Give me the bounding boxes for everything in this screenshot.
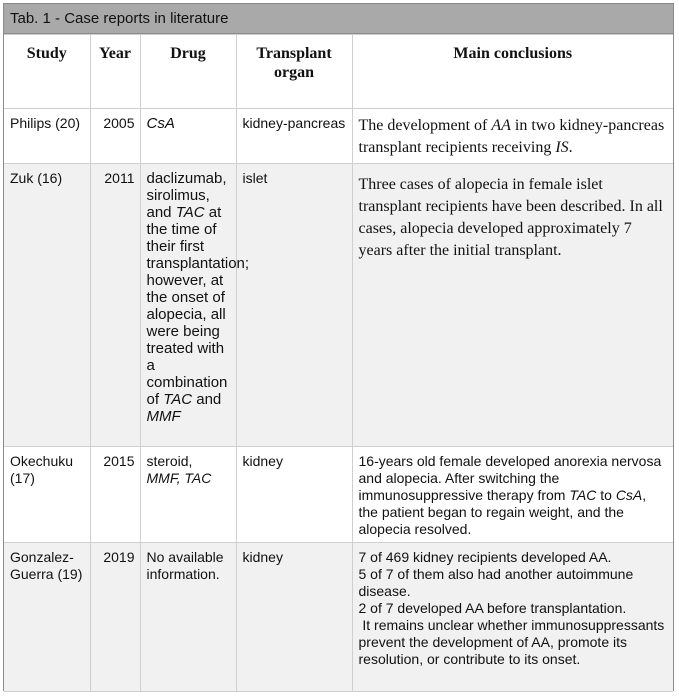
header-year: Year (90, 35, 140, 109)
cell-year: 2019 (90, 543, 140, 692)
italic-term: TAC (163, 391, 193, 408)
header-row (4, 35, 673, 109)
cell-drug (140, 543, 236, 692)
text-run: daclizumab, sirolimus, and (146, 170, 227, 221)
cell-organ: kidney (236, 543, 352, 692)
cell-conclusion (352, 447, 673, 543)
cell-drug (140, 164, 250, 447)
header-organ-line2: organ (274, 64, 314, 81)
case-reports-table (4, 34, 673, 692)
cell-drug (140, 109, 236, 164)
text-run: The development of (358, 117, 492, 134)
cell-study: Gonzalez-Guerra (19) (4, 543, 90, 692)
header-drug: Drug (140, 35, 236, 109)
table-row (4, 543, 673, 692)
italic-term: MMF, TAC (146, 470, 212, 486)
cell-year: 2011 (90, 164, 140, 447)
cell-conclusion (352, 164, 673, 447)
header-conclusions: Main conclusions (352, 35, 673, 109)
text-run: at the time of their first transplantation; however, at the onset of alopecia, all were being treated with a combination of (146, 204, 250, 408)
italic-term: TAC (175, 204, 205, 221)
cell-organ: kidney-pancreas (236, 109, 352, 164)
cell-study: Philips (20) (4, 109, 90, 164)
cell-organ: kidney (236, 447, 352, 543)
table-frame (3, 3, 674, 691)
cell-year: 2015 (90, 447, 140, 543)
italic-term: IS (555, 139, 569, 156)
text-run: No available information. (146, 549, 224, 582)
cell-study: Okechuku (17) (4, 447, 90, 543)
text-run: . (568, 139, 573, 156)
table-title: Tab. 1 - Case reports in literature (4, 4, 673, 34)
text-run: , the patient began to regain weight, and the alopecia resolved. (358, 487, 647, 537)
cell-drug (140, 447, 236, 543)
cell-conclusion (352, 109, 673, 164)
conclusion-line: 7 of 469 kidney recipients developed AA. (358, 549, 612, 565)
cell-conclusion (352, 543, 673, 692)
header-organ (236, 35, 352, 109)
text-run: steroid, (146, 453, 193, 469)
italic-term: CsA (615, 487, 643, 503)
text-run: Three cases of alopecia in female islet transplant recipients have been described. In all cases, alopecia developed approximately 7 years after the initial transplant. (358, 176, 663, 259)
table-row (4, 109, 673, 164)
table-row (4, 447, 673, 543)
italic-term: TAC (569, 487, 597, 503)
italic-term: CsA (146, 115, 175, 132)
text-run: to (596, 487, 616, 503)
header-organ-line1: Transplant (256, 45, 332, 62)
table-row (4, 164, 673, 447)
cell-organ: islet (236, 164, 352, 447)
cell-study: Zuk (16) (4, 164, 90, 447)
text-run: and (192, 391, 222, 408)
text-run: 16-years old female developed anorexia nervosa and alopecia. After switching the immunosuppressive therapy from (358, 453, 662, 503)
conclusion-line: 2 of 7 developed AA before transplantation. (358, 600, 627, 616)
italic-term: MMF (146, 408, 181, 425)
italic-term: AA (491, 117, 511, 134)
conclusion-line: It remains unclear whether immunosuppressants prevent the development of AA, promote its resolution, or contribute to its onset. (358, 617, 669, 667)
conclusion-line: 5 of 7 of them also had another autoimmune disease. (358, 566, 634, 599)
text-run: in two kidney-pancreas transplant recipients receiving (358, 117, 665, 156)
header-study: Study (4, 35, 90, 109)
cell-year: 2005 (90, 109, 140, 164)
